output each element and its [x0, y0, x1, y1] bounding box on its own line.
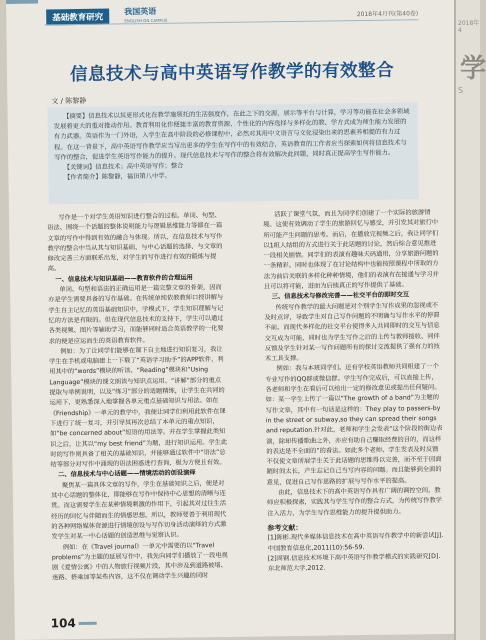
brand-name: 我国英语 [124, 6, 157, 17]
author-info: 【作者简介】陈黎静，福田第八中学。 [63, 172, 172, 182]
next-page-header: 2018年4 [458, 20, 480, 34]
article-author: 文 / 陈黎静 [51, 96, 87, 106]
references-heading: 参考文献： [267, 523, 303, 533]
keywords: 【关键词】信息技术；高中英语写作；整合 [63, 162, 184, 172]
paragraph: 活跃了课堂气氛，而且为同学们创建了一个实际的旅游情境。这使有效调动了学生的旅游回忆与感受，并引发其对旅行中所可能产生问题的思考。而后，在播放完视频之后，我让同学们以1组人结组的方式进行关于此话题的讨论，然后综合意见推进一段相关剧情。同学们的表演有趣味天码通用，分享旅游问题的一条精彩。同时也体现了在讨论结构中也能按照课程中所取的方法为前后关联的多样化种种情境，他们的表演有在接通与学习并且可以将可能，进而为后续真正的写作提供了基础。 [263, 209, 439, 291]
magazine-page [6, 0, 467, 640]
page-number: 104 [50, 616, 76, 631]
reference-item: [2]周钢.信息技术环境下高中英语写作教学模式的实践研究[D].东北师范大学,2012. [267, 552, 441, 573]
paragraph: 单词、句型和语法的正确运用是一篇完整文章的骨架，因而亦是学生需要具备的写作基础。在传统单纯依教教师口授讲解与学生自主记忆的英语基础知识中，学模式下，学生知识理解与记忆的方法是有限的。但在现代信息技术的支持下，学生可以通过各类视频、图片等辅助学习，而能够同时适合英语教学的一化要求的便是应运而生的英语教育软件。 [48, 284, 224, 345]
paragraph: 由此，信息技术下的高中英语写作具有广阔的调控空间，教师应积极探索，实践其与学生写作的整合方式，为传统写作教学注入活力，为学生写作思维能力的提升提供助力。 [267, 486, 443, 518]
abstract-box [48, 102, 419, 204]
page-number-bar [79, 622, 97, 625]
section-tab: 基础教育研究 [46, 9, 109, 26]
paragraph: 写作是一个对学生英语知识进行整合的过程。单词、句型、语法、围绕一个话题的整体说明能力与逻辑思维能力等都在一篇文章的写作中得到有效的融合与体现。所以，在信息技术与写作教学的整合中当从其与知识基础、与中心话题的选择、与文章的修改完善三方面联系出发，对学生的写作进行有效的锻炼与提高。 [47, 212, 223, 273]
section-heading: 一、信息技术与知识基础——教育软件的合理运用 [55, 274, 193, 284]
brand-subtitle: ENGLISH ON CAMPUS [124, 17, 168, 24]
next-page-edge [456, 0, 486, 640]
abstract-text: 【摘要】信息技术以其更形式化在教学施领托的生活强度作，在此之下的交源，展示等平台与计算，学习等功能在社会多领域发展着更大的重对推动作用。教育利用化作便捷丰富的教育资源、个性化的内容选择与多样化的教、学方式成为师生能力发展的有力武器。英语作为一门外语，入学生在高中阶段的必修课程中，必然对其用中文语言与文化浸染出来的思素养相提的有力过程。在这一背景下，高中英语写作教学应当写出更多的学生在写作中的有效结合，英语教育的工作者应当探索如何将信息技术与写作的整合，促进学生英语写作能力的提升。现代信息技术与写作的整合将有效解决此问题，同时真正提高学生写作能力。 [53, 108, 410, 162]
issue-info: 2018年4月刊(第40卷) [356, 10, 419, 19]
section-heading: 二、信息技术与中心话题——情境活动的创设演绎 [58, 469, 196, 479]
section-heading: 三、信息技术与修改完善——社交平台的即时交互 [271, 291, 410, 301]
paragraph: 聚焦某一篇具体文章的写作，学生在基础知识之后，便是对其中心话题的整体化，即能够在写作中保持中心思想的清晰与连贯。而这需要学生在某种情境刺激的作用下，引起其对过往生活经历的回忆与伴随而生的情感思想。所以，教师要善于利用现代的各种网络媒体资源进行情境创设与写作切身活动演绎的方式激发学生对某一中心话题的创造思维与觉察认识。 [50, 479, 227, 541]
paragraph: 例如：为了让同学们能够在课下自主地进行知识复习，我让学生在手机或电脑建上一下载了“英语学习助手”的APP软件，利用其中的“words”模块的听读、“Reading”模块和“Using Language”模块的课文朗读与知识点运用、“讲解”部分的重点提取与举例说明，以及“练习”部分的适题精练，让学生在共同的运用下，更熟悉深入地掌握各单元重点基础知识与用法。如在《Friendship》一单元的教学中，我便让同学们利用此软件在课下进行了统一复习，并引导其再次总结了本单元的重点知识，如“be concerned about”短语的用法等。并在学生掌握此类知识之后，让其以“my best friend”为题，进行知识运用。学生此时的写作则具备了相关的基础知识，并能够通过软件中“语法”总结等部分对写作中涌现的语法困惑进行查询，极为方便且有效。 [49, 345, 228, 469]
reference-item: [1]陈彬.现代多媒体信息技术在高中英语写作教学中的新尝试[J].中国教育信息化,2011(10):56-59. [267, 532, 444, 552]
left-column [47, 211, 230, 584]
paragraph: 传统写作教学的最大问题是对个别学生写作成果的忽视或不及时点评，导致学生对自己写作问题的不明确与写作水平的停滞不前。而现代多样化的社交平台使得多人共同即时的交互与信息交互成为可能，同时也为学生写作之后的上传与教师接收、同伴反馈及学生针对某一写作问题所有的探讨交流提供了强有力的技术工具支撑。 [264, 301, 440, 363]
header-accent-bar [6, 0, 38, 4]
paragraph: 例如：我与本班同学们。还有学校英语教师共同组建了一个专业写作的QQ群或微信群。学生写作完成后，可以直接上传，各老师和学生在看后可以给出一定的修改意见或提出任何疑问。如：某一学生上传了一篇以“The growth of a band”为主题的写作文章，其中有一句话是这样的：They play to passers-by in the street or subway,so they can spread their songs and reputation.针对此，老师和学生会发表“这个阶段的街边表演，除却传播歌曲之外，亦应有助自己赚取经费的目的，而这样的表达是不全面的”的看法。如此多个老师、学生发表及时反馈不仅使文章所展学生关于此话题的思维得以完善，而不至于因面陋时间太长，产生忘记自己当写内容的问题。而且能够到全面的意见，促进自己写作思路的扩展与写作水平的提高。 [265, 363, 443, 487]
paragraph: 例如：在《Travel journal》一单元中需要的以“Travel problems”为主题的延展写作中，我先向同学们播放了一段电视剧《爱情公寓》中的人物旅行视频片段，其中涉及到道路被堵、迷路、搭乘加等某些内容，这不仅在调动学生兴趣的同时 [51, 541, 228, 582]
article-title: 信息技术与高中英语写作教学的有效整合 [69, 60, 395, 86]
next-page-char: 学 [460, 54, 486, 84]
right-column [263, 208, 446, 575]
next-page-fragment: S [458, 86, 464, 95]
